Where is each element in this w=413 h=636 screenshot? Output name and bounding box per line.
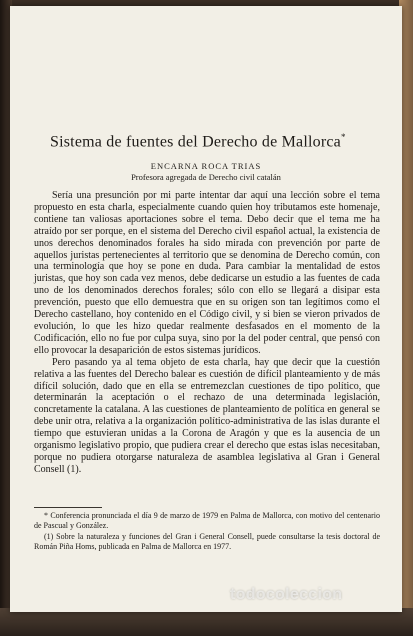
title-footnote-mark: * xyxy=(340,132,346,142)
footnote-divider xyxy=(34,507,102,508)
body-paragraph-1: Sería una presunción por mi parte intentar dar aquí una lección sobre el tema propuesto en esta charla, especialmente cuando quien hoy tributamos este homenaje, contiene tan valiosas aportaciones sobre el tema. Debo decir que el tema me ha atraído por ser porque, en el sistema del Derecho civil español actual, la existencia de unos derechos denominados forales ha sido mirada con prevención por parte de aquellos juristas pertenecientes al territorio que se denomina de Derecho común, con una terminología que hoy se pone en duda. Para cambiar la mentalidad de estos juristas, que hoy son cada vez menos, debe dedicarse un estudio a las fuentes de cada uno de los denominados derechos forales; sólo con ello se llegará a disipar esta prevención, puesto que ello demuestra que en su origen son tan legítimos como el Derecho castellano, hoy contenido en el Código civil, y si bien se vieron privados de evolución, lo que les hizo quedar realmente desfasados en el momento de la Codificación, ello no fue por culpa suya, sino por la del poder central, que pensó con ello provocar la desaparición de estos sistemas jurídicos. xyxy=(34,190,380,356)
footnotes xyxy=(34,511,380,553)
photo-background-bottom xyxy=(0,608,413,636)
watermark-logo: todocoleccion xyxy=(230,586,343,603)
footnote-conference: * Conferencia pronunciada el día 9 de marzo de 1979 en Palma de Mallorca, con motivo del centenario de Pascual y González. xyxy=(34,511,380,530)
article-title-text: Sistema de fuentes del Derecho de Mallorca xyxy=(50,133,341,151)
document-page xyxy=(10,6,402,612)
article-body xyxy=(34,190,380,476)
footnote-1: (1) Sobre la naturaleza y funciones del Gran i General Consell, puede consultarse la tesis doctoral de Román Piña Homs, publicada en Palma de Mallorca en 1977. xyxy=(34,532,380,551)
body-paragraph-2: Pero pasando ya al tema objeto de esta charla, hay que decir que la cuestión relativa a las fuentes del Derecho balear es cuestión de difícil planteamiento y de más difícil solución, dado que en ella se entremezclan cuestiones de tipo político, que determinarán la aceptación o el rechazo de una determinada legislación, concretamente la catalana. A las cuestiones de planteamiento de política en general se debe unir otra, relativa a la organización político-administrativa de las islas durante el tiempo que estuvieran unidas a la Corona de Aragón y que es la ausencia de un organismo legislativo propio, que pudiera crear el derecho que estas islas necesitaban, porque no pudiera otorgarse naturaleza de asamblea legislativa al Gran i General Consell (1). xyxy=(34,356,380,475)
author-affiliation: Profesora agregada de Derecho civil catalán xyxy=(131,172,281,182)
article-title xyxy=(50,132,380,151)
author-name: ENCARNA ROCA TRIAS xyxy=(150,161,262,171)
